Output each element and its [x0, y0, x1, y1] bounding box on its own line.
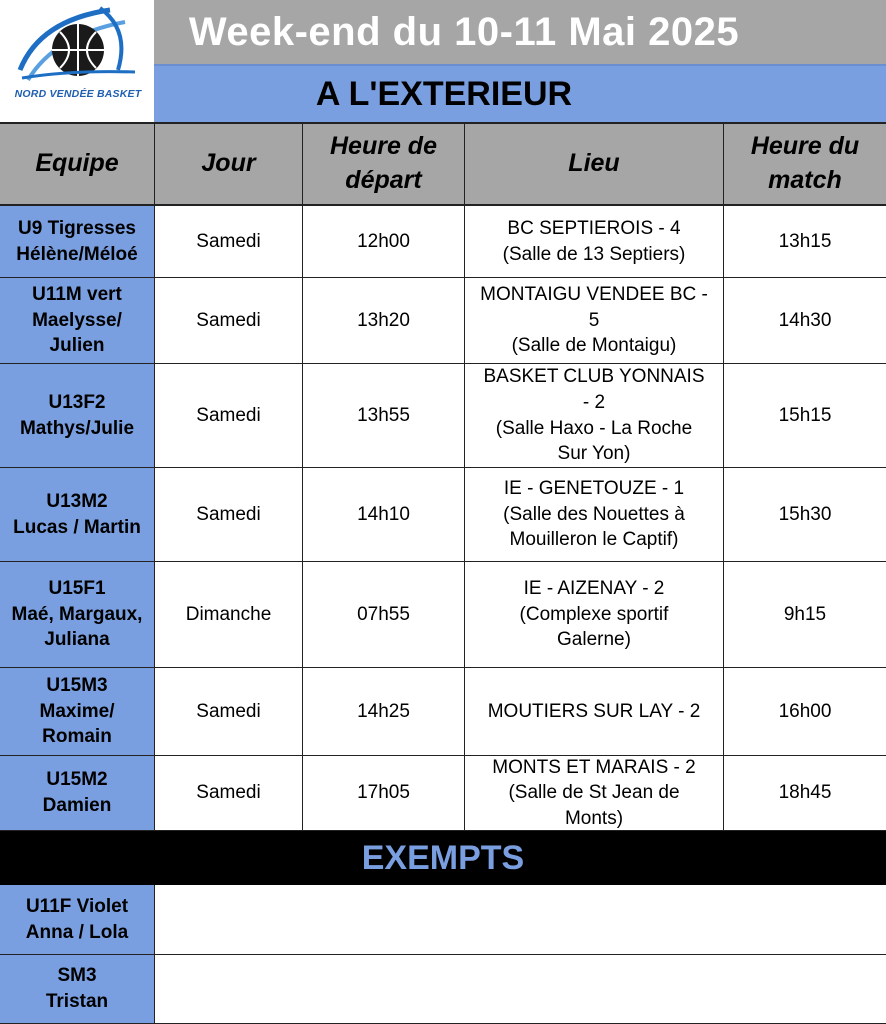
- match-time-cell-text: 14h30: [778, 309, 832, 331]
- table-row: [0, 278, 886, 364]
- departure-time-cell: [303, 562, 465, 667]
- exempt-team-line: U11F Violet: [25, 895, 129, 917]
- match-time-cell: [724, 468, 886, 561]
- day-cell: [155, 364, 303, 467]
- day-cell-text: Samedi: [196, 700, 261, 722]
- venue-cell-line: MOUTIERS SUR LAY - 2: [487, 700, 701, 722]
- venue-cell: [465, 364, 724, 467]
- venue-cell-line: Monts): [564, 807, 624, 829]
- day-cell: [155, 756, 303, 830]
- departure-time-cell: [303, 668, 465, 755]
- team-cell-line: Maxime/: [39, 700, 115, 722]
- exempts-bar: [0, 831, 886, 885]
- match-time-cell: [724, 278, 886, 363]
- venue-cell: [465, 668, 724, 755]
- team-cell-line: Juliana: [44, 629, 110, 651]
- team-cell-line: U15M3: [46, 675, 108, 697]
- match-time-cell-text: 9h15: [783, 603, 827, 625]
- venue-cell-line: BASKET CLUB YONNAIS: [483, 366, 705, 388]
- match-time-cell: [724, 668, 886, 755]
- departure-time-cell-text: 14h25: [357, 700, 410, 722]
- team-cell: [0, 756, 155, 830]
- column-header-heure-match-label: Heure du match: [750, 132, 860, 194]
- venue-cell: [465, 562, 724, 667]
- venue-cell-line: Sur Yon): [557, 443, 631, 465]
- venue-cell-line: Mouilleron le Captif): [509, 529, 679, 551]
- exempt-row: [0, 885, 886, 955]
- team-cell: [0, 668, 155, 755]
- departure-time-cell-text: 12h00: [357, 230, 410, 252]
- title-bar: [154, 0, 886, 64]
- column-header-heure-depart-label: Heure de départ: [330, 132, 437, 194]
- day-cell-text: Dimanche: [185, 603, 272, 625]
- match-time-cell: [724, 206, 886, 277]
- day-cell-text: Samedi: [196, 230, 261, 252]
- venue-cell-line: (Salle de Montaigu): [511, 335, 677, 357]
- departure-time-cell-text: 17h05: [357, 782, 410, 804]
- column-header-jour: Jour: [155, 124, 303, 204]
- team-cell-line: Mathys/Julie: [19, 417, 135, 439]
- match-time-cell-text: 15h30: [778, 503, 832, 525]
- table-row: [0, 668, 886, 756]
- team-cell-line: Julien: [49, 335, 105, 357]
- exempt-team-cell: [0, 955, 155, 1023]
- venue-cell-line: (Salle des Nouettes à: [503, 503, 685, 525]
- exempt-row: [0, 955, 886, 1024]
- day-cell: [155, 206, 303, 277]
- exempt-blank-cell: [155, 955, 886, 1023]
- club-logo: [0, 0, 154, 116]
- team-cell: [0, 206, 155, 277]
- table-row: [0, 364, 886, 468]
- exempt-blank-cell: [155, 885, 886, 954]
- table-row: [0, 206, 886, 278]
- logo-text: NORD VENDÉE BASKET: [14, 88, 142, 100]
- day-cell-text: Samedi: [196, 503, 261, 525]
- exempts-table: [0, 885, 886, 1024]
- team-cell-line: U11M vert: [32, 284, 122, 306]
- exempt-team-line: Anna / Lola: [25, 921, 129, 943]
- team-cell-line: Hélène/Méloé: [16, 243, 138, 265]
- section-bar: [154, 64, 886, 122]
- venue-cell-line: MONTS ET MARAIS - 2: [492, 756, 696, 778]
- section-title: A L'EXTERIEUR: [315, 74, 573, 113]
- departure-time-cell-text: 07h55: [357, 603, 410, 625]
- match-time-cell-text: 15h15: [778, 404, 832, 426]
- departure-time-cell: [303, 278, 465, 363]
- day-cell: [155, 562, 303, 667]
- venue-cell-line: (Complexe sportif: [519, 603, 669, 625]
- venue-cell-line: IE - AIZENAY - 2: [523, 578, 665, 600]
- table-row: [0, 756, 886, 831]
- column-header-heure-match: [724, 124, 886, 204]
- team-cell: [0, 562, 155, 667]
- venue-cell-line: IE - GENETOUZE - 1: [503, 478, 685, 500]
- team-cell-line: U9 Tigresses: [18, 217, 136, 239]
- column-header-lieu: Lieu: [465, 124, 724, 204]
- match-time-cell-text: 16h00: [778, 700, 832, 722]
- day-cell: [155, 668, 303, 755]
- match-time-cell: [724, 756, 886, 830]
- team-cell-line: Maelysse/: [32, 309, 122, 331]
- venue-cell-line: (Salle de St Jean de: [508, 782, 680, 804]
- team-cell-line: Damien: [42, 795, 112, 816]
- venue-cell-line: MONTAIGU VENDEE BC -: [480, 284, 708, 306]
- team-cell: [0, 364, 155, 467]
- day-cell-text: Samedi: [196, 309, 261, 331]
- team-cell-line: U13F2: [48, 391, 106, 413]
- venue-cell-line: (Salle de 13 Septiers): [502, 243, 686, 265]
- table-row: [0, 562, 886, 668]
- team-cell-line: Lucas / Martin: [13, 516, 141, 538]
- match-time-cell-text: 18h45: [778, 782, 832, 804]
- exempt-team-line: SM3: [57, 965, 97, 987]
- departure-time-cell: [303, 756, 465, 830]
- exempts-title: EXEMPTS: [361, 838, 525, 877]
- match-time-cell: [724, 364, 886, 467]
- venue-cell-line: (Salle Haxo - La Roche: [495, 417, 693, 439]
- day-cell-text: Samedi: [196, 782, 261, 804]
- venue-cell: [465, 206, 724, 277]
- page-title: Week-end du 10-11 Mai 2025: [188, 9, 740, 54]
- day-cell: [155, 278, 303, 363]
- venue-cell-line: 5: [588, 309, 600, 331]
- exempt-team-cell: [0, 885, 155, 954]
- match-time-cell: [724, 562, 886, 667]
- departure-time-cell: [303, 206, 465, 277]
- team-cell: [0, 468, 155, 561]
- match-table: [0, 206, 886, 831]
- venue-cell: [465, 278, 724, 363]
- match-time-cell-text: 13h15: [778, 230, 832, 252]
- departure-time-cell-text: 14h10: [357, 503, 410, 525]
- table-header: [0, 122, 886, 206]
- column-header-equipe: Equipe: [0, 124, 155, 204]
- team-cell-line: Romain: [42, 726, 112, 748]
- column-header-heure-depart: [303, 124, 465, 204]
- venue-cell-line: - 2: [582, 391, 606, 413]
- departure-time-cell: [303, 364, 465, 467]
- team-cell-line: U15F1: [48, 578, 106, 600]
- day-cell-text: Samedi: [196, 404, 261, 426]
- venue-cell-line: BC SEPTIEROIS - 4: [507, 217, 681, 239]
- venue-cell-line: Galerne): [557, 629, 631, 651]
- exempt-team-line: Tristan: [45, 991, 109, 1012]
- table-row: [0, 468, 886, 562]
- venue-cell: [465, 756, 724, 830]
- team-cell: [0, 278, 155, 363]
- departure-time-cell-text: 13h20: [357, 309, 410, 331]
- departure-time-cell-text: 13h55: [357, 404, 410, 426]
- day-cell: [155, 468, 303, 561]
- departure-time-cell: [303, 468, 465, 561]
- team-cell-line: Maé, Margaux,: [11, 603, 143, 625]
- team-cell-line: U13M2: [46, 490, 108, 512]
- venue-cell: [465, 468, 724, 561]
- team-cell-line: U15M2: [46, 769, 108, 791]
